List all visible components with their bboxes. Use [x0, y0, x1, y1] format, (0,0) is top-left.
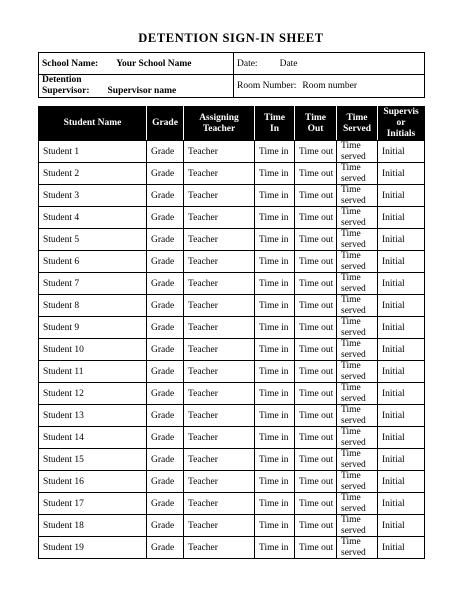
- student-cell[interactable]: Student 11: [39, 361, 147, 383]
- table-row: [39, 339, 425, 361]
- teacher-cell[interactable]: Teacher: [184, 405, 255, 427]
- teacher-cell[interactable]: Teacher: [184, 427, 255, 449]
- time-served-cell-line: served: [341, 239, 366, 250]
- time-served-cell-line: Time: [341, 383, 361, 393]
- time-served-cell-line: served: [341, 151, 366, 162]
- time-served-cell[interactable]: [337, 339, 378, 361]
- table-row: [39, 537, 425, 559]
- initial-cell[interactable]: Initial: [378, 141, 425, 163]
- teacher-cell[interactable]: Teacher: [184, 537, 255, 559]
- grade-cell[interactable]: Grade: [147, 361, 184, 383]
- time-in-cell[interactable]: Time in: [255, 405, 295, 427]
- supervisor-value: Supervisor name: [107, 86, 177, 96]
- time-served-cell[interactable]: [337, 317, 378, 339]
- time-served-cell-line: Time: [341, 273, 361, 283]
- time-served-cell-line: Time: [341, 141, 361, 151]
- col-assigning-teacher: Assigning Teacher: [184, 107, 255, 141]
- time-out-cell[interactable]: Time out: [295, 537, 337, 559]
- student-cell[interactable]: Student 13: [39, 405, 147, 427]
- student-cell[interactable]: Student 2: [39, 163, 147, 185]
- table-row: [39, 493, 425, 515]
- student-cell[interactable]: Student 18: [39, 515, 147, 537]
- grade-cell[interactable]: Grade: [147, 207, 184, 229]
- time-served-cell[interactable]: [337, 471, 378, 493]
- time-served-cell-line: served: [341, 415, 366, 426]
- time-served-cell[interactable]: [337, 141, 378, 163]
- time-out-cell[interactable]: Time out: [295, 515, 337, 537]
- time-in-cell[interactable]: Time in: [255, 493, 295, 515]
- time-served-cell-line: served: [341, 503, 366, 514]
- room-label: Room Number:: [237, 81, 297, 91]
- table-row: [39, 361, 425, 383]
- time-out-cell[interactable]: Time out: [295, 141, 337, 163]
- initial-cell[interactable]: Initial: [378, 493, 425, 515]
- grade-cell[interactable]: Grade: [147, 537, 184, 559]
- time-served-cell-line: Time: [341, 427, 361, 437]
- time-in-cell[interactable]: Time in: [255, 449, 295, 471]
- time-out-cell[interactable]: Time out: [295, 185, 337, 207]
- time-out-cell[interactable]: Time out: [295, 449, 337, 471]
- table-row: [39, 207, 425, 229]
- page-title: DETENTION SIGN-IN SHEET: [138, 31, 324, 45]
- table-row: [39, 273, 425, 295]
- teacher-cell[interactable]: Teacher: [184, 251, 255, 273]
- teacher-cell[interactable]: Teacher: [184, 185, 255, 207]
- time-served-cell[interactable]: [337, 427, 378, 449]
- initial-cell[interactable]: Initial: [378, 207, 425, 229]
- initial-cell[interactable]: Initial: [378, 383, 425, 405]
- time-in-cell[interactable]: Time in: [255, 141, 295, 163]
- time-in-cell[interactable]: Time in: [255, 317, 295, 339]
- time-served-cell-line: Time: [341, 405, 361, 415]
- time-out-cell[interactable]: Time out: [295, 383, 337, 405]
- student-cell[interactable]: Student 12: [39, 383, 147, 405]
- initial-cell[interactable]: Initial: [378, 427, 425, 449]
- teacher-cell[interactable]: Teacher: [184, 317, 255, 339]
- initial-cell[interactable]: Initial: [378, 361, 425, 383]
- student-cell[interactable]: Student 17: [39, 493, 147, 515]
- time-in-cell[interactable]: Time in: [255, 515, 295, 537]
- school-value: Your School Name: [116, 58, 192, 69]
- time-out-cell[interactable]: Time out: [295, 361, 337, 383]
- table-row: [39, 141, 425, 163]
- time-served-cell-line: Time: [341, 339, 361, 349]
- school-cell[interactable]: [39, 53, 234, 75]
- table-row: [39, 471, 425, 493]
- student-cell[interactable]: Student 10: [39, 339, 147, 361]
- grade-cell[interactable]: Grade: [147, 471, 184, 493]
- grade-cell[interactable]: Grade: [147, 295, 184, 317]
- time-out-cell[interactable]: Time out: [295, 317, 337, 339]
- initial-cell[interactable]: Initial: [378, 163, 425, 185]
- time-served-cell[interactable]: [337, 251, 378, 273]
- time-served-cell[interactable]: [337, 493, 378, 515]
- grade-cell[interactable]: Grade: [147, 383, 184, 405]
- student-cell[interactable]: Student 1: [39, 141, 147, 163]
- initial-cell[interactable]: Initial: [378, 449, 425, 471]
- student-cell[interactable]: Student 19: [39, 537, 147, 559]
- grade-cell[interactable]: Grade: [147, 493, 184, 515]
- time-served-cell-line: served: [341, 525, 366, 536]
- time-out-cell[interactable]: Time out: [295, 163, 337, 185]
- date-value: Date: [279, 58, 298, 69]
- time-served-cell-line: Time: [341, 537, 361, 547]
- col-student-name: Student Name: [39, 107, 147, 141]
- time-served-cell-line: Time: [341, 317, 361, 327]
- supervisor-label-line2: Supervisor:: [42, 86, 90, 96]
- teacher-cell[interactable]: Teacher: [184, 295, 255, 317]
- time-out-cell[interactable]: Time out: [295, 427, 337, 449]
- time-out-cell[interactable]: Time out: [295, 207, 337, 229]
- time-served-cell-line: Time: [341, 207, 361, 217]
- initial-cell[interactable]: Initial: [378, 405, 425, 427]
- time-served-cell-line: Time: [341, 449, 361, 459]
- initial-cell[interactable]: Initial: [378, 273, 425, 295]
- time-out-cell[interactable]: Time out: [295, 471, 337, 493]
- time-served-cell-line: served: [341, 327, 366, 338]
- grade-cell[interactable]: Grade: [147, 427, 184, 449]
- table-header-row: [39, 107, 425, 141]
- time-served-cell[interactable]: [337, 185, 378, 207]
- grade-cell[interactable]: Grade: [147, 405, 184, 427]
- room-cell[interactable]: [234, 75, 425, 98]
- table-row: [39, 515, 425, 537]
- student-cell[interactable]: Student 5: [39, 229, 147, 251]
- time-served-cell-line: served: [341, 217, 366, 228]
- time-served-cell-line: Time: [341, 229, 361, 239]
- grade-cell[interactable]: Grade: [147, 141, 184, 163]
- time-in-cell[interactable]: Time in: [255, 383, 295, 405]
- teacher-cell[interactable]: Teacher: [184, 493, 255, 515]
- time-served-cell-line: served: [341, 261, 366, 272]
- table-row: [39, 251, 425, 273]
- teacher-cell[interactable]: Teacher: [184, 515, 255, 537]
- time-out-cell[interactable]: Time out: [295, 339, 337, 361]
- table-row: [39, 229, 425, 251]
- date-label: Date:: [237, 58, 258, 69]
- time-out-cell[interactable]: Time out: [295, 229, 337, 251]
- col-grade: Grade: [147, 107, 184, 141]
- time-in-cell[interactable]: Time in: [255, 251, 295, 273]
- grade-cell[interactable]: Grade: [147, 317, 184, 339]
- student-cell[interactable]: Student 8: [39, 295, 147, 317]
- student-cell[interactable]: Student 6: [39, 251, 147, 273]
- time-served-cell-line: served: [341, 437, 366, 448]
- time-in-cell[interactable]: Time in: [255, 427, 295, 449]
- time-served-cell-line: served: [341, 349, 366, 360]
- room-value: Room number: [302, 81, 357, 91]
- table-row: [39, 449, 425, 471]
- time-served-cell-line: Time: [341, 295, 361, 305]
- teacher-cell[interactable]: Teacher: [184, 141, 255, 163]
- time-out-cell[interactable]: Time out: [295, 251, 337, 273]
- table-row: [39, 427, 425, 449]
- time-in-cell[interactable]: Time in: [255, 471, 295, 493]
- initial-cell[interactable]: Initial: [378, 185, 425, 207]
- col-supervisor-initials: Supervis or Initials: [378, 107, 425, 141]
- student-cell[interactable]: Student 7: [39, 273, 147, 295]
- teacher-cell[interactable]: Teacher: [184, 273, 255, 295]
- initial-cell[interactable]: Initial: [378, 229, 425, 251]
- grade-cell[interactable]: Grade: [147, 339, 184, 361]
- initial-cell[interactable]: Initial: [378, 251, 425, 273]
- time-served-cell-line: served: [341, 371, 366, 382]
- time-served-cell-line: Time: [341, 361, 361, 371]
- time-served-cell-line: served: [341, 481, 366, 492]
- date-cell[interactable]: [234, 53, 425, 75]
- grade-cell[interactable]: Grade: [147, 515, 184, 537]
- time-served-cell-line: Time: [341, 185, 361, 195]
- time-served-cell-line: served: [341, 195, 366, 206]
- time-served-cell[interactable]: [337, 537, 378, 559]
- time-served-cell[interactable]: [337, 361, 378, 383]
- time-in-cell[interactable]: Time in: [255, 163, 295, 185]
- col-time-served: Time Served: [337, 107, 378, 141]
- time-in-cell[interactable]: Time in: [255, 537, 295, 559]
- grade-cell[interactable]: Grade: [147, 163, 184, 185]
- info-row-school: [39, 53, 425, 75]
- teacher-cell[interactable]: Teacher: [184, 471, 255, 493]
- col-time-in: Time In: [255, 107, 295, 141]
- teacher-cell[interactable]: Teacher: [184, 229, 255, 251]
- grade-cell[interactable]: Grade: [147, 449, 184, 471]
- teacher-cell[interactable]: Teacher: [184, 449, 255, 471]
- time-out-cell[interactable]: Time out: [295, 295, 337, 317]
- initial-cell[interactable]: Initial: [378, 537, 425, 559]
- teacher-cell[interactable]: Teacher: [184, 361, 255, 383]
- student-cell[interactable]: Student 4: [39, 207, 147, 229]
- time-served-cell-line: Time: [341, 471, 361, 481]
- time-served-cell[interactable]: [337, 163, 378, 185]
- time-served-cell-line: Time: [341, 163, 361, 173]
- teacher-cell[interactable]: Teacher: [184, 207, 255, 229]
- time-in-cell[interactable]: Time in: [255, 273, 295, 295]
- time-served-cell-line: served: [341, 305, 366, 316]
- student-cell[interactable]: Student 9: [39, 317, 147, 339]
- time-served-cell[interactable]: [337, 207, 378, 229]
- grade-cell[interactable]: Grade: [147, 185, 184, 207]
- col-time-out: Time Out: [295, 107, 337, 141]
- time-out-cell[interactable]: Time out: [295, 405, 337, 427]
- time-served-cell[interactable]: [337, 449, 378, 471]
- time-in-cell[interactable]: Time in: [255, 361, 295, 383]
- time-served-cell-line: served: [341, 173, 366, 184]
- table-row: [39, 185, 425, 207]
- time-served-cell-line: Time: [341, 251, 361, 261]
- grade-cell[interactable]: Grade: [147, 251, 184, 273]
- time-served-cell[interactable]: [337, 295, 378, 317]
- student-cell[interactable]: Student 16: [39, 471, 147, 493]
- time-in-cell[interactable]: Time in: [255, 229, 295, 251]
- info-table: [38, 52, 425, 98]
- time-served-cell[interactable]: [337, 273, 378, 295]
- initial-cell[interactable]: Initial: [378, 515, 425, 537]
- time-served-cell[interactable]: [337, 383, 378, 405]
- student-cell[interactable]: Student 15: [39, 449, 147, 471]
- student-cell[interactable]: Student 14: [39, 427, 147, 449]
- initial-cell[interactable]: Initial: [378, 295, 425, 317]
- time-served-cell[interactable]: [337, 515, 378, 537]
- time-served-cell-line: Time: [341, 493, 361, 503]
- time-in-cell[interactable]: Time in: [255, 339, 295, 361]
- table-row: [39, 295, 425, 317]
- teacher-cell[interactable]: Teacher: [184, 163, 255, 185]
- student-cell[interactable]: Student 3: [39, 185, 147, 207]
- table-row: [39, 163, 425, 185]
- time-out-cell[interactable]: Time out: [295, 493, 337, 515]
- time-served-cell-line: served: [341, 547, 366, 558]
- time-served-cell-line: served: [341, 283, 366, 294]
- time-in-cell[interactable]: Time in: [255, 185, 295, 207]
- supervisor-label-line1: Detention: [42, 75, 82, 85]
- time-served-cell-line: served: [341, 393, 366, 404]
- school-label: School Name:: [42, 58, 99, 69]
- time-in-cell[interactable]: Time in: [255, 295, 295, 317]
- initial-cell[interactable]: Initial: [378, 339, 425, 361]
- grade-cell[interactable]: Grade: [147, 273, 184, 295]
- grade-cell[interactable]: Grade: [147, 229, 184, 251]
- time-served-cell-line: Time: [341, 515, 361, 525]
- time-out-cell[interactable]: Time out: [295, 273, 337, 295]
- time-served-cell-line: served: [341, 459, 366, 470]
- initial-cell[interactable]: Initial: [378, 317, 425, 339]
- initial-cell[interactable]: Initial: [378, 471, 425, 493]
- info-row-supervisor: [39, 75, 425, 98]
- teacher-cell[interactable]: Teacher: [184, 339, 255, 361]
- time-in-cell[interactable]: Time in: [255, 207, 295, 229]
- table-row: [39, 317, 425, 339]
- time-served-cell[interactable]: [337, 229, 378, 251]
- sign-in-table: [38, 106, 425, 559]
- table-row: [39, 383, 425, 405]
- time-served-cell[interactable]: [337, 405, 378, 427]
- supervisor-cell[interactable]: [39, 75, 234, 98]
- teacher-cell[interactable]: Teacher: [184, 383, 255, 405]
- table-row: [39, 405, 425, 427]
